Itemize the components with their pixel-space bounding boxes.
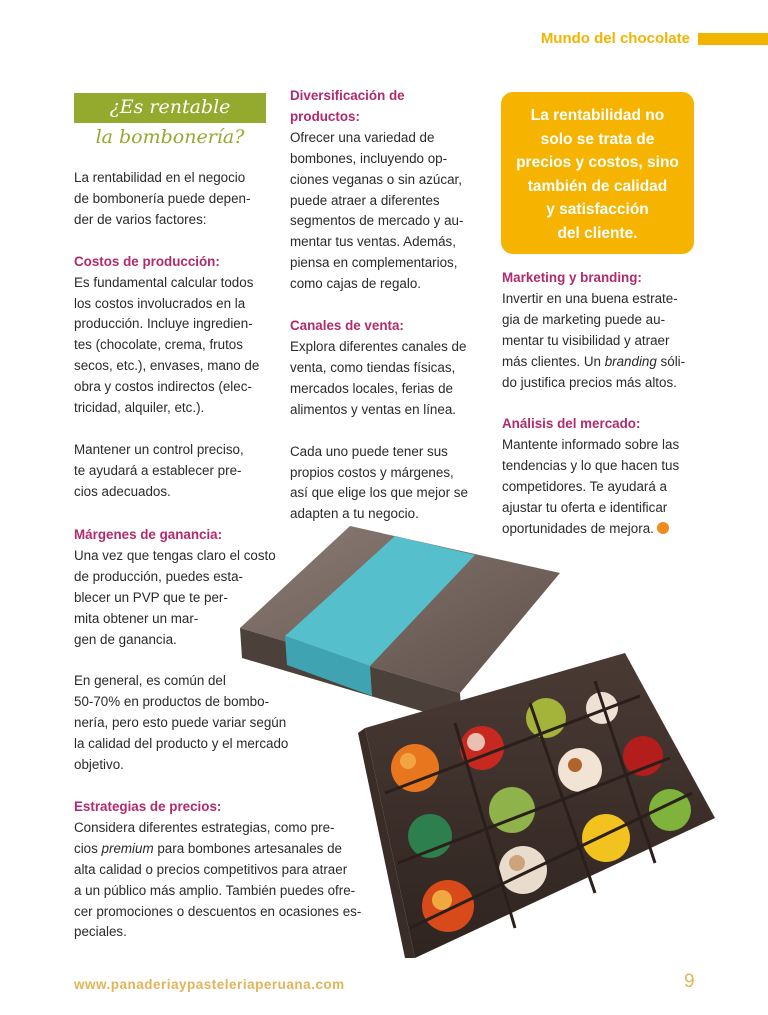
- diversificacion-line: Ofrecer una variedad de: [290, 129, 435, 145]
- callout-line: y satisfacción: [546, 201, 649, 218]
- canales-line2: Cada uno puede tener sus: [290, 443, 448, 459]
- marketing-heading: Marketing y branding:: [502, 270, 642, 285]
- diversificacion-line: segmentos de mercado y au-: [290, 213, 464, 229]
- footer-website-link[interactable]: www.panaderiaypasteleriaperuana.com: [74, 977, 345, 992]
- intro-line: der de varios factores:: [74, 211, 207, 227]
- diversificacion-line: piensa en complementarios,: [290, 255, 458, 271]
- diversificacion-line: bombones, incluyendo op-: [290, 150, 448, 166]
- marketing-text: más clientes. Un: [502, 353, 605, 369]
- estrategias-line: Considera diferentes estrategias, como pre-: [74, 819, 335, 835]
- costos-line2: cios adecuados.: [74, 483, 171, 499]
- canales-line2: así que elige los que mejor se: [290, 485, 468, 501]
- diversificacion-heading: Diversificación de productos:: [290, 88, 405, 124]
- estrategias-line: a un público más amplio. También puedes ofre-: [74, 882, 356, 898]
- article-title-line1: ¿Es rentable: [109, 96, 231, 118]
- canales-line: venta, como tiendas físicas,: [290, 359, 456, 375]
- estrategias-emphasis: premium: [101, 840, 154, 856]
- section-title: Mundo del chocolate: [540, 30, 690, 47]
- analisis-line: competidores. Te ayudará a: [502, 479, 668, 495]
- marketing-line: do justifica precios más altos.: [502, 374, 677, 390]
- analisis-line: ajustar tu oferta e identificar: [502, 500, 668, 516]
- estrategias-line: cer promociones o descuentos en ocasiones es-: [74, 903, 362, 919]
- margenes-line2: En general, es común del: [74, 673, 226, 689]
- page-number: 9: [684, 971, 695, 992]
- analisis-text: oportunidades de mejora.: [502, 520, 654, 536]
- canales-line: mercados locales, ferias de: [290, 380, 453, 396]
- intro-line: La rentabilidad en el negocio: [74, 170, 246, 185]
- margenes-line: de producción, puedes esta-: [74, 568, 243, 584]
- margenes-line: gen de ganancia.: [74, 631, 177, 647]
- margenes-line: blecer un PVP que te per-: [74, 589, 228, 605]
- marketing-line: gia de marketing puede au-: [502, 311, 666, 327]
- margenes-line2: 50-70% en productos de bombo-: [74, 694, 270, 710]
- marketing-emphasis: branding: [604, 353, 657, 369]
- callout-line: del cliente.: [557, 224, 638, 242]
- callout-line: precios y costos, sino: [516, 154, 679, 171]
- canales-line2: adapten a tu negocio.: [290, 506, 419, 522]
- estrategias-text: para bombones artesanales de: [153, 840, 342, 856]
- highlight-callout: [501, 92, 694, 254]
- costos-line: producción. Incluye ingredien-: [74, 316, 253, 332]
- margenes-line: Una vez que tengas claro el costo: [74, 547, 276, 563]
- analisis-heading: Análisis del mercado:: [502, 416, 641, 432]
- marketing-line: Invertir en una buena estrate-: [502, 290, 678, 306]
- marketing-line-4: [502, 352, 694, 373]
- estrategias-heading: Estrategias de precios:: [74, 798, 222, 814]
- canales-line: alimentos y ventas en línea.: [290, 401, 456, 417]
- margenes-line2: nería, pero esto puede variar según: [74, 715, 287, 731]
- canales-heading: Canales de venta:: [290, 318, 404, 334]
- intro-line: de bombonería puede depen-: [74, 190, 251, 206]
- callout-line: La rentabilidad no: [530, 107, 665, 124]
- estrategias-line: alta calidad o precios competitivos para atraer: [74, 861, 348, 877]
- canales-line2: propios costos y márgenes,: [290, 464, 454, 480]
- costos-line2: Mantener un control preciso,: [74, 441, 244, 457]
- diversificacion-line: ciones veganas o sin azúcar,: [290, 171, 462, 187]
- column-left: [74, 168, 266, 503]
- column-lower: [74, 525, 404, 943]
- estrategias-line: peciales.: [74, 924, 127, 940]
- marketing-line: mentar tu visibilidad y atraer: [502, 332, 670, 348]
- costos-line2: te ayudará a establecer pre-: [74, 462, 242, 478]
- column-right: [502, 268, 694, 540]
- costos-line: tes (chocolate, crema, frutos: [74, 337, 243, 353]
- section-bar: [698, 33, 768, 45]
- analisis-line: Mantente informado sobre las: [502, 437, 680, 453]
- costos-line: los costos involucrados en la: [74, 295, 246, 311]
- column-middle: [290, 86, 478, 525]
- margenes-line2: la calidad del producto y el mercado: [74, 736, 289, 752]
- diversificacion-line: puede atraer a diferentes: [290, 192, 440, 208]
- costos-line: secos, etc.), envases, mano de: [74, 358, 260, 374]
- costos-line: tricidad, alquiler, etc.).: [74, 400, 205, 416]
- analisis-line: tendencias y lo que hacen tus: [502, 458, 680, 474]
- callout-line: también de calidad: [527, 177, 668, 195]
- margenes-line: mita obtener un mar-: [74, 610, 199, 626]
- article-title-line2: la bombonería?: [95, 126, 245, 148]
- callout-line: solo se trata de: [540, 130, 655, 148]
- estrategias-text: cios: [74, 840, 102, 856]
- canales-line: Explora diferentes canales de: [290, 338, 467, 354]
- margenes-heading: Márgenes de ganancia:: [74, 527, 223, 542]
- diversificacion-line: mentar tus ventas. Además,: [290, 234, 456, 250]
- costos-line: obra y costos indirectos (elec-: [74, 379, 252, 395]
- costos-heading: Costos de producción:: [74, 253, 220, 269]
- costos-line: Es fundamental calcular todos: [74, 274, 254, 290]
- marketing-text: sóli-: [656, 353, 686, 369]
- diversificacion-line: como cajas de regalo.: [290, 276, 422, 292]
- estrategias-line-2: [74, 839, 404, 860]
- margenes-line2: objetivo.: [74, 757, 124, 773]
